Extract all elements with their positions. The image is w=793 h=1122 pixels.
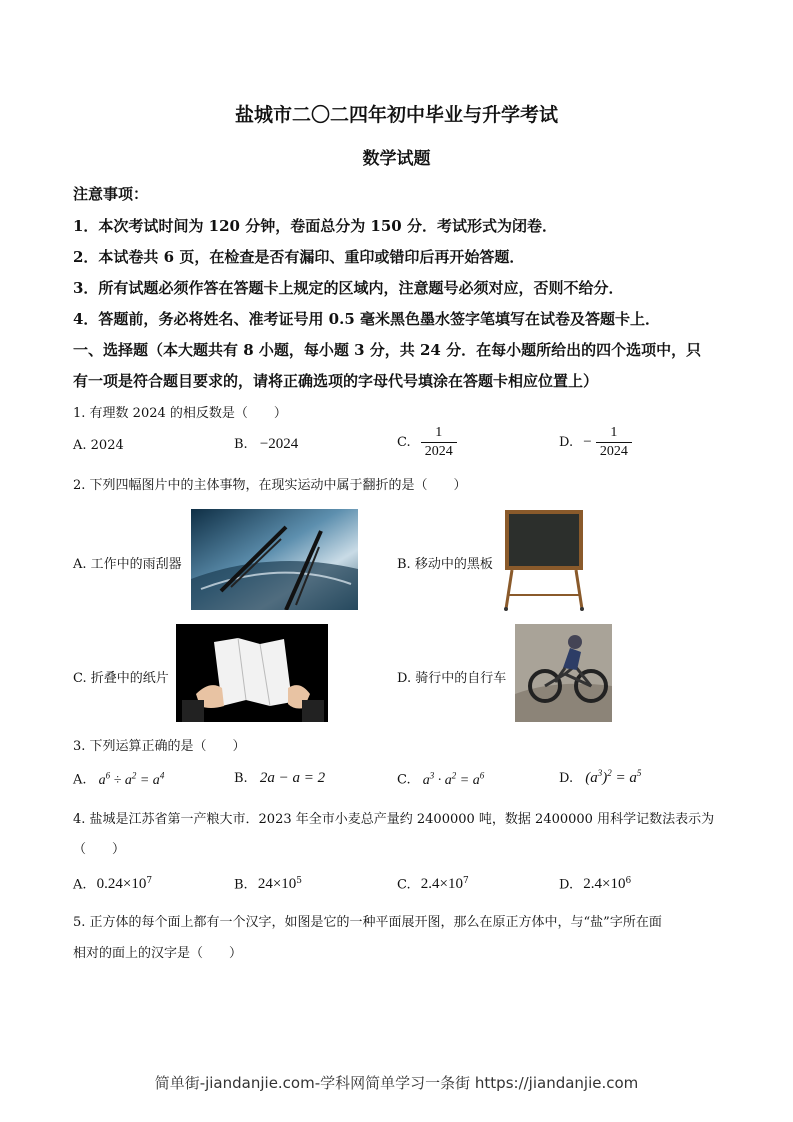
q3-option-c: C. $a^3 \cdot a^2 = a^6$ — [397, 770, 485, 788]
q2-stem: 2. 下列四幅图片中的主体事物，在现实运动中属于翻折的是（ ） — [73, 478, 467, 493]
q4-option-a: A. $0.24\times 10^7$ — [73, 876, 153, 893]
q1-stem: 1. 有理数 2024 的相反数是（ ） — [73, 406, 287, 421]
q5-stem-line2: 相对的面上的汉字是（ ） — [73, 946, 243, 961]
q1-option-d: D. − $\frac{1}{2024}$ — [559, 424, 632, 461]
q2-option-a: A. 工作中的雨刮器 — [73, 557, 182, 572]
section-heading-line1: 一、选择题（本大题共有 8 小题，每小题 3 分，共 24 分．在每小题所给出的四个选项中，只 — [73, 341, 702, 359]
bicycle-image — [515, 624, 612, 722]
exam-title: 盐城市二〇二四年初中毕业与升学考试 — [234, 104, 558, 126]
notice-heading: 注意事项： — [73, 185, 149, 203]
q2-option-c: C. 折叠中的纸片 — [73, 671, 169, 686]
q3-option-b: B. 2a − a = 2 — [234, 770, 326, 786]
section-heading-line2: 有一项是符合题目要求的，请将正确选项的字母代号填涂在答题卡相应位置上） — [73, 372, 599, 390]
footer-watermark: 简单街-jiandanjie.com-学科网简单学习一条街 https://jiandanjie.com — [154, 1074, 639, 1092]
q4-option-d: D. $2.4\times 10^6$ — [559, 876, 632, 893]
exam-subtitle: 数学试题 — [362, 149, 431, 169]
folding-paper-image — [176, 624, 328, 722]
notice-item-4: 4．答题前，务必将姓名、准考证号用 0.5 毫米黑色墨水签字笔填写在试卷及答题卡上． — [73, 310, 660, 328]
notice-item-3: 3．所有试题必须作答在答题卡上规定的区域内，注意题号必须对应，否则不给分． — [73, 279, 624, 297]
q3-option-d: D. $(a^3)^2 = a^5$ — [559, 768, 642, 786]
blackboard-image — [500, 507, 588, 612]
q4-stem-line2: （ ） — [73, 842, 126, 857]
q3-stem: 3. 下列运算正确的是（ ） — [73, 739, 246, 754]
q1-option-a: A. 2024 — [73, 438, 124, 453]
q4-stem-line1: 4. 盐城是江苏省第一产粮大市．2023 年全市小麦总产量约 2400000 吨，数据 2400000 用科学记数法表示为 — [73, 812, 715, 827]
wiper-image — [191, 509, 358, 610]
notice-item-1: 1．本次考试时间为 120 分钟，卷面总分为 150 分．考试形式为闭卷． — [73, 217, 557, 235]
notice-item-2: 2．本试卷共 6 页，在检查是否有漏印、重印或错印后再开始答题． — [73, 248, 525, 266]
q5-stem-line1: 5. 正方体的每个面上都有一个汉字，如图是它的一种平面展开图，那么在原正方体中，与“盐”字所在面 — [73, 915, 662, 930]
q2-option-b: B. 移动中的黑板 — [397, 557, 493, 572]
q1-option-c: C. $\frac{1}{2024}$ — [397, 424, 457, 461]
q1-option-b: B. −2024 — [234, 436, 299, 452]
q4-option-c: C. $2.4\times 10^7$ — [397, 876, 469, 893]
q4-option-b: B. $24\times 10^5$ — [234, 876, 303, 893]
q2-option-d: D. 骑行中的自行车 — [397, 671, 507, 686]
q3-option-a: A. $a^6 \div a^2 = a^4$ — [73, 770, 165, 788]
